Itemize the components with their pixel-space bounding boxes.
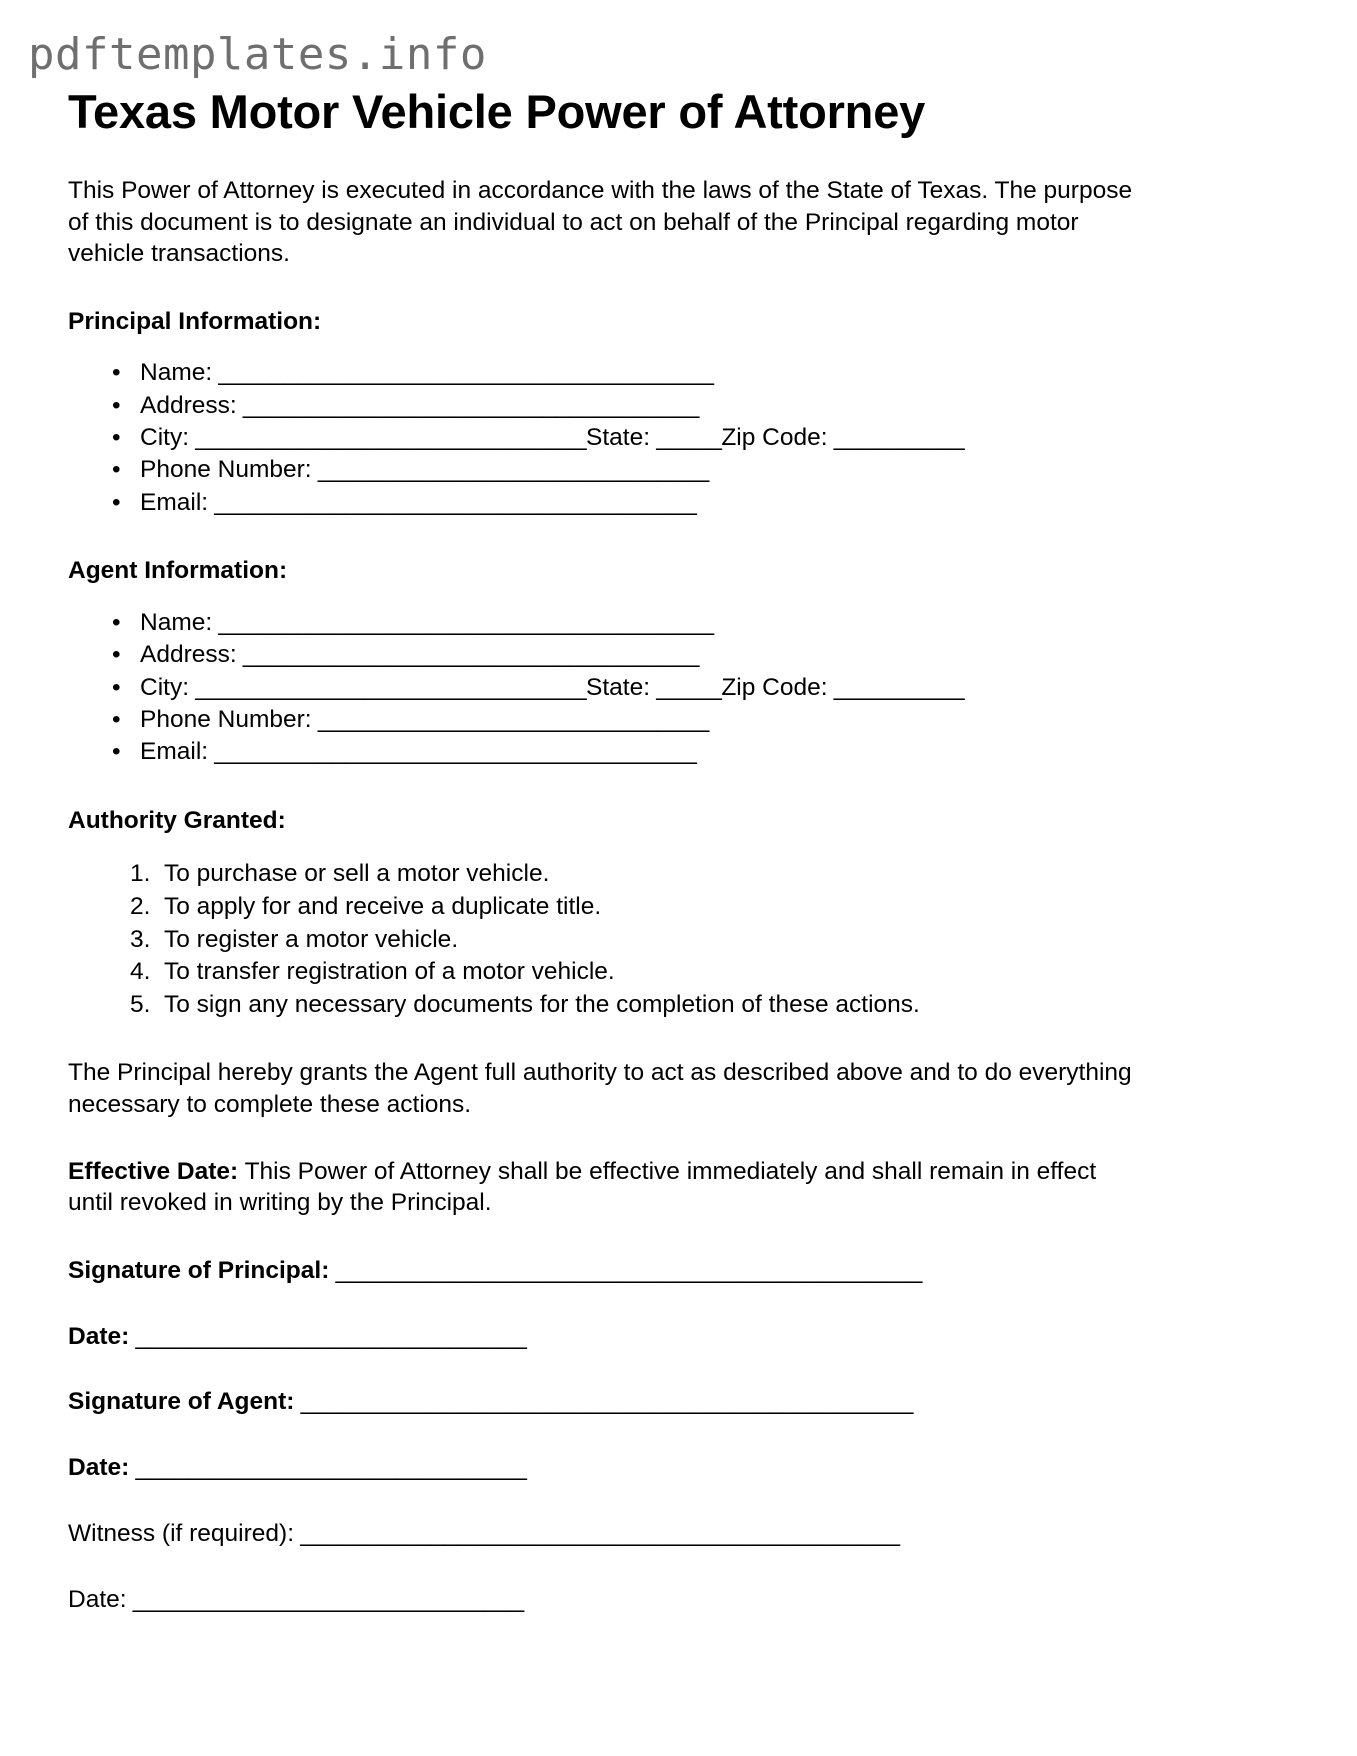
list-item: To sign any necessary documents for the completion of these actions. (164, 990, 920, 1018)
date-label-agent: Date: (68, 1454, 130, 1482)
field-label: Address: (140, 641, 237, 669)
field-label: Name: (140, 359, 213, 387)
list-item: To apply for and receive a duplicate title. (164, 892, 602, 920)
field-label-state: State: (585, 673, 650, 701)
date-label-witness: Date: (68, 1585, 127, 1613)
field-blank[interactable]: ______________________________ (311, 456, 709, 484)
field-blank[interactable]: _____________________________________ (208, 488, 697, 516)
section-heading-agent: Agent Information: (68, 557, 288, 585)
field-label: City: (140, 424, 189, 452)
grant-paragraph: The Principal hereby grants the Agent full authority to act as described above and to do everything necessary to complete these actions. (68, 1059, 1132, 1118)
field-blank[interactable]: ______________________________________ (212, 608, 714, 636)
field-label: Email: (140, 488, 209, 516)
list-item: To transfer registration of a motor vehicle. (164, 958, 615, 986)
list-item (140, 390, 1140, 422)
list-item (140, 704, 1140, 736)
field-label-zip: Zip Code: (721, 673, 828, 701)
signature-blank-agent[interactable]: _______________________________________________ (294, 1388, 913, 1416)
list-item (140, 736, 1140, 768)
field-label: City: (140, 673, 189, 701)
field-blank[interactable]: ______________________________ (189, 673, 586, 701)
list-item (140, 422, 1140, 454)
agent-fields-list (68, 607, 1140, 769)
field-blank[interactable]: ______________________________ (311, 705, 709, 733)
field-label-zip: Zip Code: (721, 424, 828, 452)
authority-granted-list (68, 858, 1140, 1021)
field-blank[interactable]: ___________________________________ (236, 641, 699, 669)
field-label: Name: (140, 608, 213, 636)
field-blank-zip[interactable]: __________ (827, 673, 965, 701)
section-heading-authority: Authority Granted: (68, 806, 286, 834)
section-heading-principal: Principal Information: (68, 307, 322, 335)
signature-row-principal-date (68, 1321, 1140, 1353)
field-blank[interactable]: ______________________________ (189, 424, 586, 452)
signature-row-witness (68, 1518, 1140, 1550)
list-item: To purchase or sell a motor vehicle. (164, 860, 550, 888)
effective-date-text: This Power of Attorney shall be effective immediately and shall remain in effect until revoked in writing by the Principal. (68, 1157, 1097, 1217)
document-body (68, 84, 1140, 1616)
field-blank[interactable]: ___________________________________ (236, 391, 699, 419)
signature-label-principal: Signature of Principal: (68, 1256, 330, 1284)
signature-block (68, 1255, 1140, 1616)
witness-blank[interactable]: ______________________________________________ (294, 1520, 900, 1548)
field-label: Email: (140, 738, 209, 766)
field-blank[interactable]: ______________________________________ (212, 359, 714, 387)
effective-date-label: Effective Date: (68, 1157, 239, 1185)
list-item: To register a motor vehicle. (164, 925, 459, 953)
field-label-state: State: (585, 424, 650, 452)
date-blank-witness[interactable]: ______________________________ (126, 1585, 524, 1613)
field-label: Phone Number: (140, 456, 312, 484)
list-item (140, 357, 1140, 389)
signature-row-principal (68, 1255, 1140, 1287)
list-item (140, 607, 1140, 639)
date-blank-principal[interactable]: ______________________________ (129, 1322, 527, 1350)
principal-fields-list (68, 357, 1140, 519)
signature-label-agent: Signature of Agent: (68, 1388, 295, 1416)
effective-date-paragraph (68, 1156, 1140, 1219)
list-item (140, 454, 1140, 486)
field-label: Address: (140, 391, 237, 419)
list-item (140, 487, 1140, 519)
signature-row-witness-date (68, 1584, 1140, 1616)
field-blank[interactable]: _____________________________________ (208, 738, 697, 766)
signature-row-agent-date (68, 1452, 1140, 1484)
signature-row-agent (68, 1386, 1140, 1418)
date-blank-agent[interactable]: ______________________________ (129, 1454, 527, 1482)
field-blank-zip[interactable]: __________ (827, 424, 965, 452)
site-watermark: pdftemplates.info (28, 29, 487, 80)
field-blank-state[interactable]: _____ (650, 673, 722, 701)
witness-label: Witness (if required): (68, 1520, 295, 1548)
signature-blank-principal[interactable]: _____________________________________________ (329, 1256, 922, 1284)
page-title: Texas Motor Vehicle Power of Attorney (68, 85, 926, 138)
field-blank-state[interactable]: _____ (650, 424, 722, 452)
date-label-principal: Date: (68, 1322, 130, 1350)
list-item (140, 639, 1140, 671)
intro-paragraph: This Power of Attorney is executed in accordance with the laws of the State of Texas. The purpose of this document is to designate an individual to act on behalf of the Principal regarding motor vehicle transactions. (68, 177, 1133, 268)
list-item (140, 672, 1140, 704)
field-label: Phone Number: (140, 705, 312, 733)
